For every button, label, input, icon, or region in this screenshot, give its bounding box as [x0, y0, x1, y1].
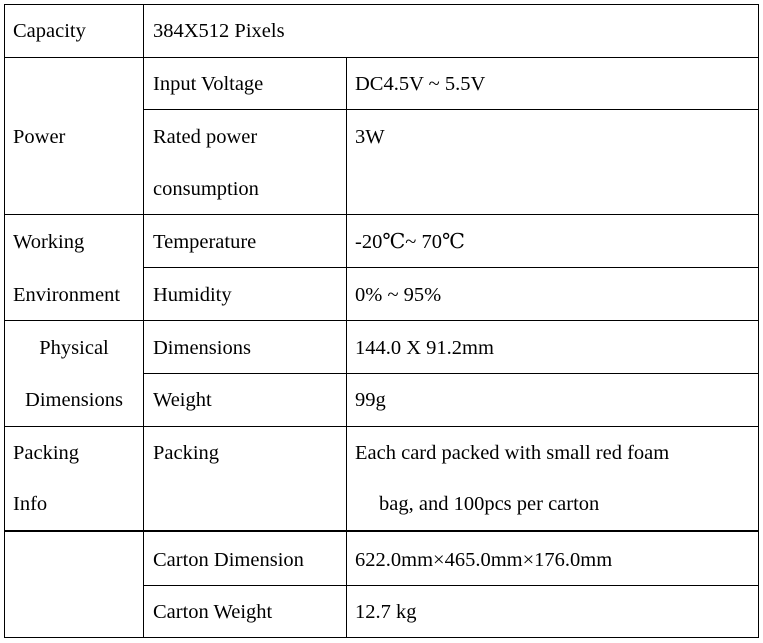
working-environment-label-line1: Working: [13, 231, 85, 253]
column-divider: [143, 4, 144, 638]
column-divider: [346, 57, 347, 638]
row-divider: [144, 109, 759, 110]
rated-power-label-line1: Rated power: [153, 126, 258, 148]
row-divider: [4, 426, 759, 427]
rated-power-value: 3W: [355, 126, 385, 148]
row-divider: [144, 267, 759, 268]
working-environment-label-line2: Environment: [13, 284, 121, 306]
capacity-label: Capacity: [13, 20, 86, 42]
power-label: Power: [13, 126, 66, 148]
packing-value-line1: Each card packed with small red foam: [355, 442, 670, 464]
packing-value-line2: bag, and 100pcs per carton: [379, 493, 600, 515]
temperature-label: Temperature: [153, 231, 257, 253]
input-voltage-value: DC4.5V ~ 5.5V: [355, 73, 486, 95]
row-divider: [144, 585, 759, 586]
row-divider-thick: [4, 530, 759, 532]
dimensions-value: 144.0 X 91.2mm: [355, 337, 494, 359]
packing-label: Packing: [153, 442, 220, 464]
dimensions-label: Dimensions: [153, 337, 251, 359]
weight-value: 99g: [355, 389, 386, 411]
table-border-right: [758, 4, 759, 638]
packing-info-label-line2: Info: [13, 493, 48, 515]
physical-dimensions-label-line2: Dimensions: [25, 389, 123, 411]
rated-power-label-line2: consumption: [153, 178, 259, 200]
carton-weight-label: Carton Weight: [153, 601, 273, 623]
table-border-top: [4, 4, 759, 5]
row-divider: [4, 214, 759, 215]
humidity-label: Humidity: [153, 284, 232, 306]
capacity-value: 384X512 Pixels: [153, 20, 285, 42]
carton-dimension-value: 622.0mm×465.0mm×176.0mm: [355, 549, 613, 571]
temperature-value: -20℃~ 70℃: [355, 231, 465, 253]
humidity-value: 0% ~ 95%: [355, 284, 442, 306]
row-divider: [144, 373, 759, 374]
input-voltage-label: Input Voltage: [153, 73, 264, 95]
table-border-left: [4, 4, 5, 638]
row-divider: [4, 57, 759, 58]
table-border-bottom: [4, 637, 759, 638]
packing-info-label-line1: Packing: [13, 442, 80, 464]
carton-weight-value: 12.7 kg: [355, 601, 417, 623]
physical-dimensions-label-line1: Physical: [39, 337, 109, 359]
carton-dimension-label: Carton Dimension: [153, 549, 304, 571]
weight-label: Weight: [153, 389, 212, 411]
row-divider: [4, 320, 759, 321]
